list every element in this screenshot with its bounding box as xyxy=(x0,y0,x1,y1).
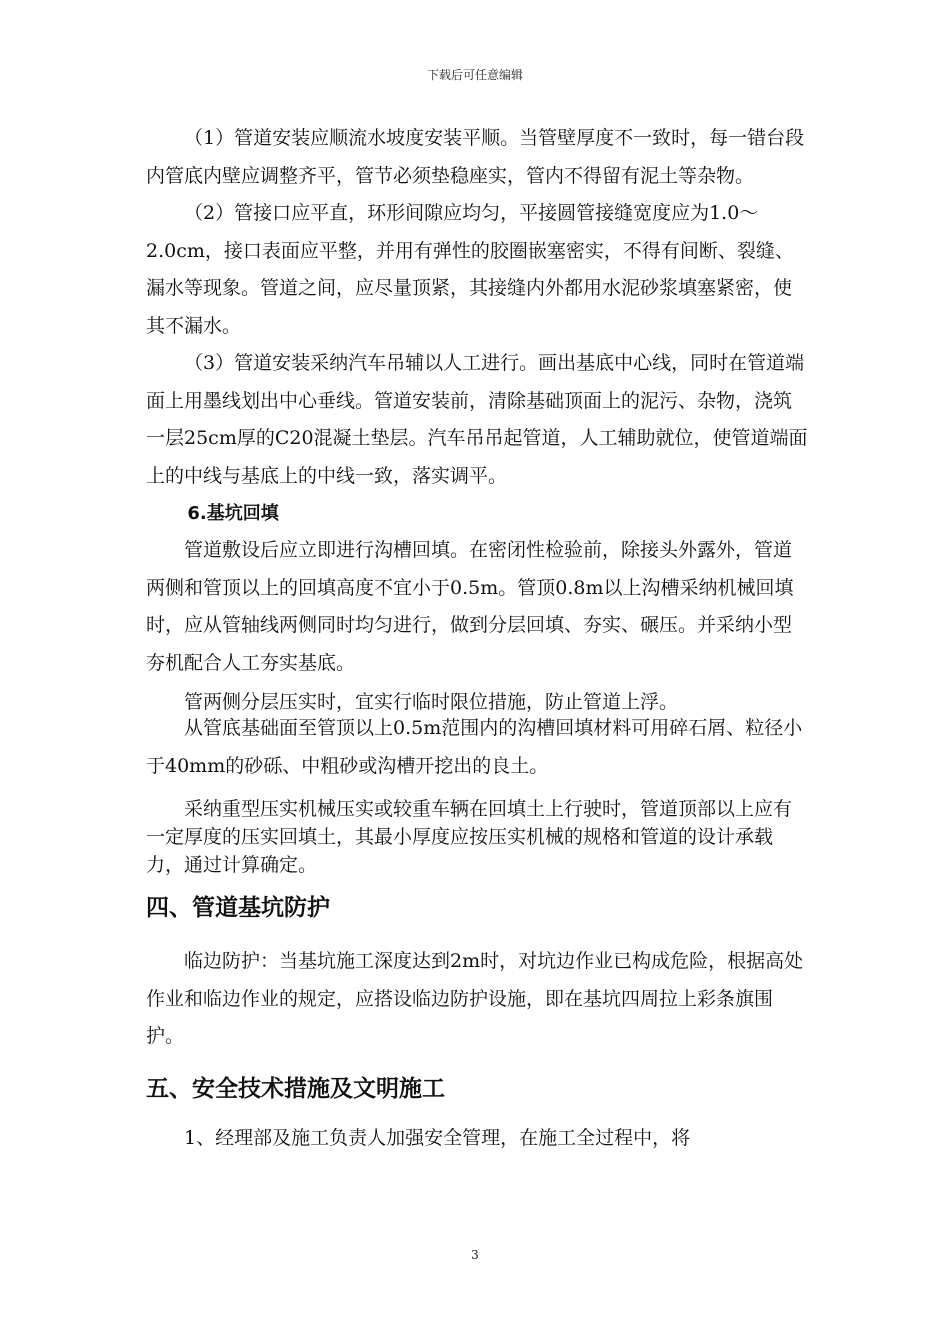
paragraph-compaction: 采纳重型压实机械压实或较重车辆在回填土上行驶时，管道顶部以上应有一定厚度的压实回填土，其最小厚度应按压实机械的规格和管道的设计承载力，通过计算确定。 xyxy=(146,798,793,876)
paragraph-backfill-material: 从管底基础面至管顶以上0.5m范围内的沟槽回填材料可用碎石屑、粒径小于40mm的砂砾、中粗砂或沟槽开挖出的良土。 xyxy=(146,717,803,777)
page-header: 下载后可任意编辑 xyxy=(426,68,523,82)
section-heading-4: 四、管道基坑防护 xyxy=(146,895,330,921)
section-heading-5: 五、安全技术措施及文明施工 xyxy=(146,1075,445,1102)
page-number: 3 xyxy=(471,1248,479,1262)
paragraph-pipe-crane: （3）管道安装采纳汽车吊辅以人工进行。画出基底中心线，同时在管道端面上用墨线划出中心垂线。管道安装前，清除基础顶面上的泥污、杂物，浇筑一层25cm厚的C20混凝土垫层。汽车吊吊起管道，人工辅助就位，使管道端面上的中线与基底上的中线一致，落实调平。 xyxy=(146,352,808,487)
paragraph-edge-protection: 临边防护：当基坑施工深度达到2m时，对坑边作业已构成危险，根据高处作业和临边作业的规定，应搭设临边防护设施，即在基坑四周拉上彩条旗围护。 xyxy=(146,950,804,1047)
paragraph-pipe-joint: （2）管接口应平直，环形间隙应均匀，平接圆管接缝宽度应为1.0～2.0cm，接口表面应平整，并用有弹性的胶圈嵌塞密实，不得有间断、裂缝、漏水等现象。管道之间，应尽量顶紧，其接缝内外都用水泥砂浆填塞紧密，使其不漏水。 xyxy=(146,202,794,337)
paragraph-backfill-timing: 管道敷设后应立即进行沟槽回填。在密闭性检验前，除接头外露外，管道两侧和管顶以上的回填高度不宜小于0.5m。管顶0.8m以上沟槽采纳机械回填时，应从管轴线两侧同时均匀进行，做到分层回填、夯实、碾压。并采纳小型夯机配合人工夯实基底。 xyxy=(146,539,794,674)
page-content xyxy=(146,120,810,1157)
paragraph-safety-management: 1、经理部及施工负责人加强安全管理，在施工全过程中，将 xyxy=(184,1126,691,1149)
subheading-backfill: 6.基坑回填 xyxy=(187,503,279,524)
paragraph-pipe-install-slope: （1）管道安装应顺流水坡度安装平顺。当管壁厚度不一致时，每一错台段内管底内壁应调整齐平，管节必须垫稳座实，管内不得留有泥土等杂物。 xyxy=(146,127,805,187)
paragraph-backfill-restraint: 管两侧分层压实时，宜实行临时限位措施，防止管道上浮。 xyxy=(184,691,679,713)
